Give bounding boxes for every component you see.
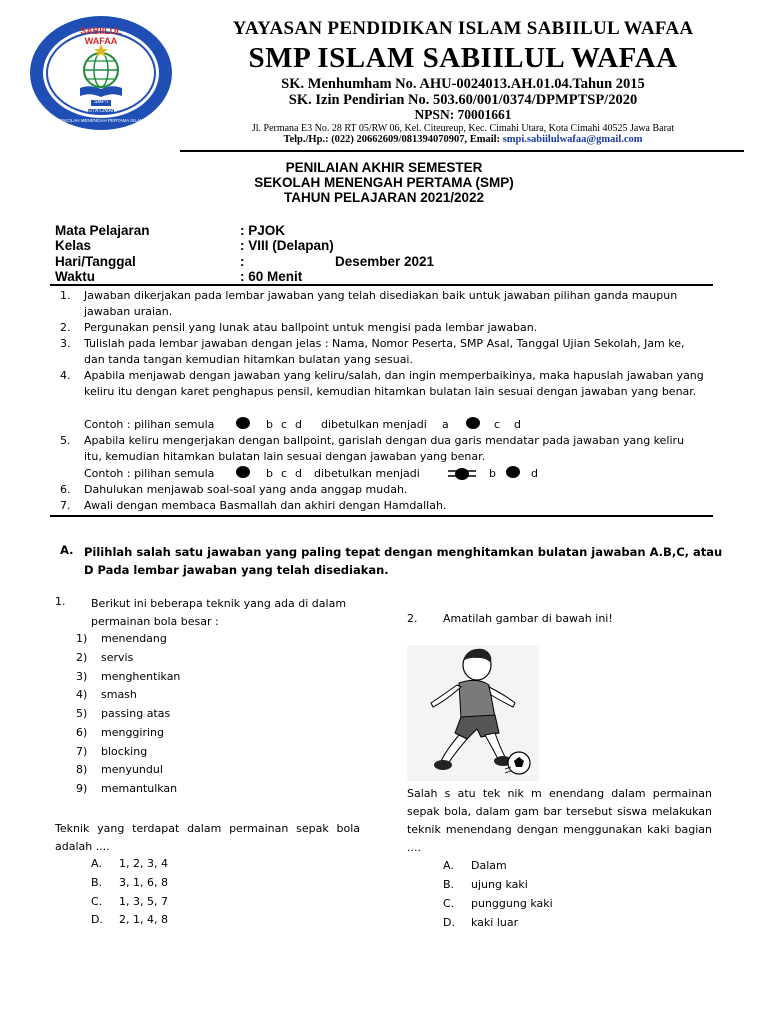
- example-letter: d: [531, 467, 538, 480]
- example-letter: d: [514, 418, 521, 431]
- option-text: 3, 1, 6, 8: [119, 876, 168, 889]
- info-label: Mata Pelajaran: [55, 223, 150, 238]
- section-letter: A.: [60, 543, 74, 557]
- instruction-text: Jawaban dikerjakan pada lembar jawaban yang telah disediakan baik untuk jawaban pilihan ganda maupun jawaban uraian.: [84, 289, 678, 318]
- item-text: memantulkan: [101, 782, 178, 795]
- instruction-text: Apabila keliru mengerjakan dengan ballpoint, garislah dengan dua garis mendatar pada jawaban yang keliru itu, kemudian hitamkan bulatan lain sesuai dengan jawaban yang benar.: [84, 434, 685, 463]
- sk-izin-pendirian: SK. Izin Pendirian No. 503.60/001/0374/DPMPTSP/2020: [288, 92, 638, 108]
- item-number: 5): [76, 707, 88, 720]
- item-text: menggiring: [101, 726, 165, 739]
- option-text: 2, 1, 4, 8: [119, 913, 168, 926]
- question-number: 1.: [55, 595, 66, 608]
- school-name: SMP ISLAM SABIILUL WAFAA: [248, 42, 678, 74]
- info-value: :: [240, 254, 245, 269]
- instruction-number: 4.: [60, 369, 71, 382]
- item-text: blocking: [101, 745, 148, 758]
- item-text: smash: [101, 688, 137, 701]
- exam-year: TAHUN PELAJARAN 2021/2022: [283, 190, 485, 205]
- boy-kicking-ball-illustration: [407, 645, 539, 781]
- instruction-number: 7.: [60, 499, 71, 512]
- instruction-text: Tulislah pada lembar jawaban dengan jelas : Nama, Nomor Peserta, SMP Asal, Tanggal Ujian Sekolah, Jam ke, dan tanda tangan kemudian hitamkan bulatan yang sesuai.: [84, 337, 685, 366]
- npsn: NPSN: 70001661: [414, 107, 512, 122]
- example-label: Contoh : pilihan semula: [84, 418, 215, 431]
- option-text: 1, 3, 5, 7: [119, 895, 168, 908]
- option-letter: B.: [443, 878, 455, 891]
- item-number: 6): [76, 726, 88, 739]
- option-letter: B.: [91, 876, 103, 889]
- example-letter: c: [281, 418, 288, 431]
- info-value-date: Desember 2021: [335, 254, 435, 269]
- phone-text: Telp./Hp.: (022) 20662609/081394070907, Email:: [283, 134, 501, 145]
- school-logo-emblem: [28, 14, 174, 132]
- item-number: 8): [76, 763, 88, 776]
- logo-sub: SMP-I: [94, 99, 108, 105]
- option-letter: A.: [443, 859, 454, 872]
- item-number: 4): [76, 688, 88, 701]
- instruction-number: 6.: [60, 483, 71, 496]
- example-letter: b: [266, 467, 273, 480]
- info-label: Waktu: [55, 269, 95, 284]
- option-text: ujung kaki: [471, 878, 528, 891]
- sk-menhumham: SK. Menhumham No. AHU-0024013.AH.01.04.Tahun 2015: [281, 76, 645, 92]
- instruction-text: Pergunakan pensil yang lunak atau ballpoint untuk mengisi pada lembar jawaban.: [84, 321, 538, 334]
- instructions-bottom-rule: [50, 515, 713, 517]
- example-label: Contoh : pilihan semula: [84, 467, 215, 480]
- header-divider: [180, 150, 744, 152]
- option-letter: D.: [443, 916, 455, 929]
- section-instruction: Pilihlah salah satu jawaban yang paling tepat dengan menghitamkan bulatan jawaban A.B,C, atau D Pada lembar jawaban yang telah disediakan.: [84, 545, 723, 577]
- instruction-number: 3.: [60, 337, 71, 350]
- school-contact: [178, 134, 748, 145]
- question-text: Amatilah gambar di bawah ini!: [443, 612, 613, 625]
- exam-title: PENILAIAN AKHIR SEMESTER: [285, 160, 483, 175]
- question-text: Berikut ini beberapa teknik yang ada di dalam permainan bola besar :: [91, 597, 347, 628]
- item-number: 1): [76, 632, 88, 645]
- item-text: servis: [101, 651, 134, 664]
- logo-name: SABIILUL WAFAA: [80, 26, 122, 46]
- email-link[interactable]: smpi.sabiilulwafaa@gmail.com: [502, 134, 643, 145]
- info-value: : PJOK: [240, 223, 286, 238]
- option-text: Dalam: [471, 859, 507, 872]
- instruction-number: 1.: [60, 289, 71, 302]
- item-number: 9): [76, 782, 88, 795]
- example-letter: c: [494, 418, 501, 431]
- logo-city: KOTA CIMAHI: [85, 108, 117, 114]
- option-letter: C.: [443, 897, 455, 910]
- option-text: kaki luar: [471, 916, 519, 929]
- example-letter: c: [281, 467, 288, 480]
- example-letter: d: [295, 418, 302, 431]
- item-text: menghentikan: [101, 670, 181, 683]
- item-number: 7): [76, 745, 88, 758]
- info-value: : VIII (Delapan): [240, 238, 334, 253]
- option-text: punggung kaki: [471, 897, 553, 910]
- example-fixed-label: dibetulkan menjadi: [314, 467, 420, 480]
- example-letter: b: [489, 467, 496, 480]
- instructions-top-rule: [50, 284, 713, 286]
- instruction-number: 5.: [60, 434, 71, 447]
- info-value: : 60 Menit: [240, 269, 303, 284]
- instruction-text: Apabila menjawab dengan jawaban yang keliru/salah, dan ingin memperbaikinya, maka hapuslah jawaban yang keliru itu dengan karet penghapus pensil, kemudian hitamkan bulatan lain sesuai dengan jawaban yang benar.: [84, 369, 704, 398]
- example-fixed-label: dibetulkan menjadi: [321, 418, 427, 431]
- option-letter: A.: [91, 857, 102, 870]
- example-letter: d: [295, 467, 302, 480]
- school-address: Jl. Permana E3 No. 28 RT 05/RW 06, Kel. Citeureup, Kec. Cimahi Utara, Kota Cimahi 40525 Jawa Barat: [251, 123, 675, 134]
- info-label: Kelas: [55, 238, 92, 253]
- option-text: 1, 2, 3, 4: [119, 857, 168, 870]
- question-stem: Salah s atu tek nik m enendang dalam permainan sepak bola, dalam gam bar tersebut siswa melakukan teknik menendang dengan menggunakan kaki bagian ....: [407, 787, 712, 854]
- item-number: 2): [76, 651, 88, 664]
- instruction-text: Awali dengan membaca Basmallah dan akhiri dengan Hamdallah.: [84, 499, 447, 512]
- item-text: passing atas: [101, 707, 171, 720]
- item-number: 3): [76, 670, 88, 683]
- exam-level: SEKOLAH MENENGAH PERTAMA (SMP): [254, 175, 514, 190]
- crossed-bubble-icon: [448, 466, 476, 482]
- instruction-number: 2.: [60, 321, 71, 334]
- option-letter: D.: [91, 913, 103, 926]
- item-text: menendang: [101, 632, 167, 645]
- example-letter: a: [442, 418, 449, 431]
- item-text: menyundul: [101, 763, 163, 776]
- foundation-name: YAYASAN PENDIDIKAN ISLAM SABIILUL WAFAA: [232, 18, 694, 39]
- info-label: Hari/Tanggal: [55, 254, 136, 269]
- question-number: 2.: [407, 612, 418, 625]
- option-letter: C.: [91, 895, 103, 908]
- question-stem: Teknik yang terdapat dalam permainan sepak bola adalah ....: [55, 822, 360, 853]
- instruction-text: Dahulukan menjawab soal-soal yang anda anggap mudah.: [84, 483, 408, 496]
- example-letter: b: [266, 418, 273, 431]
- logo-ring-text: SEKOLAH MENENGAH PERTAMA ISLAM: [58, 118, 144, 123]
